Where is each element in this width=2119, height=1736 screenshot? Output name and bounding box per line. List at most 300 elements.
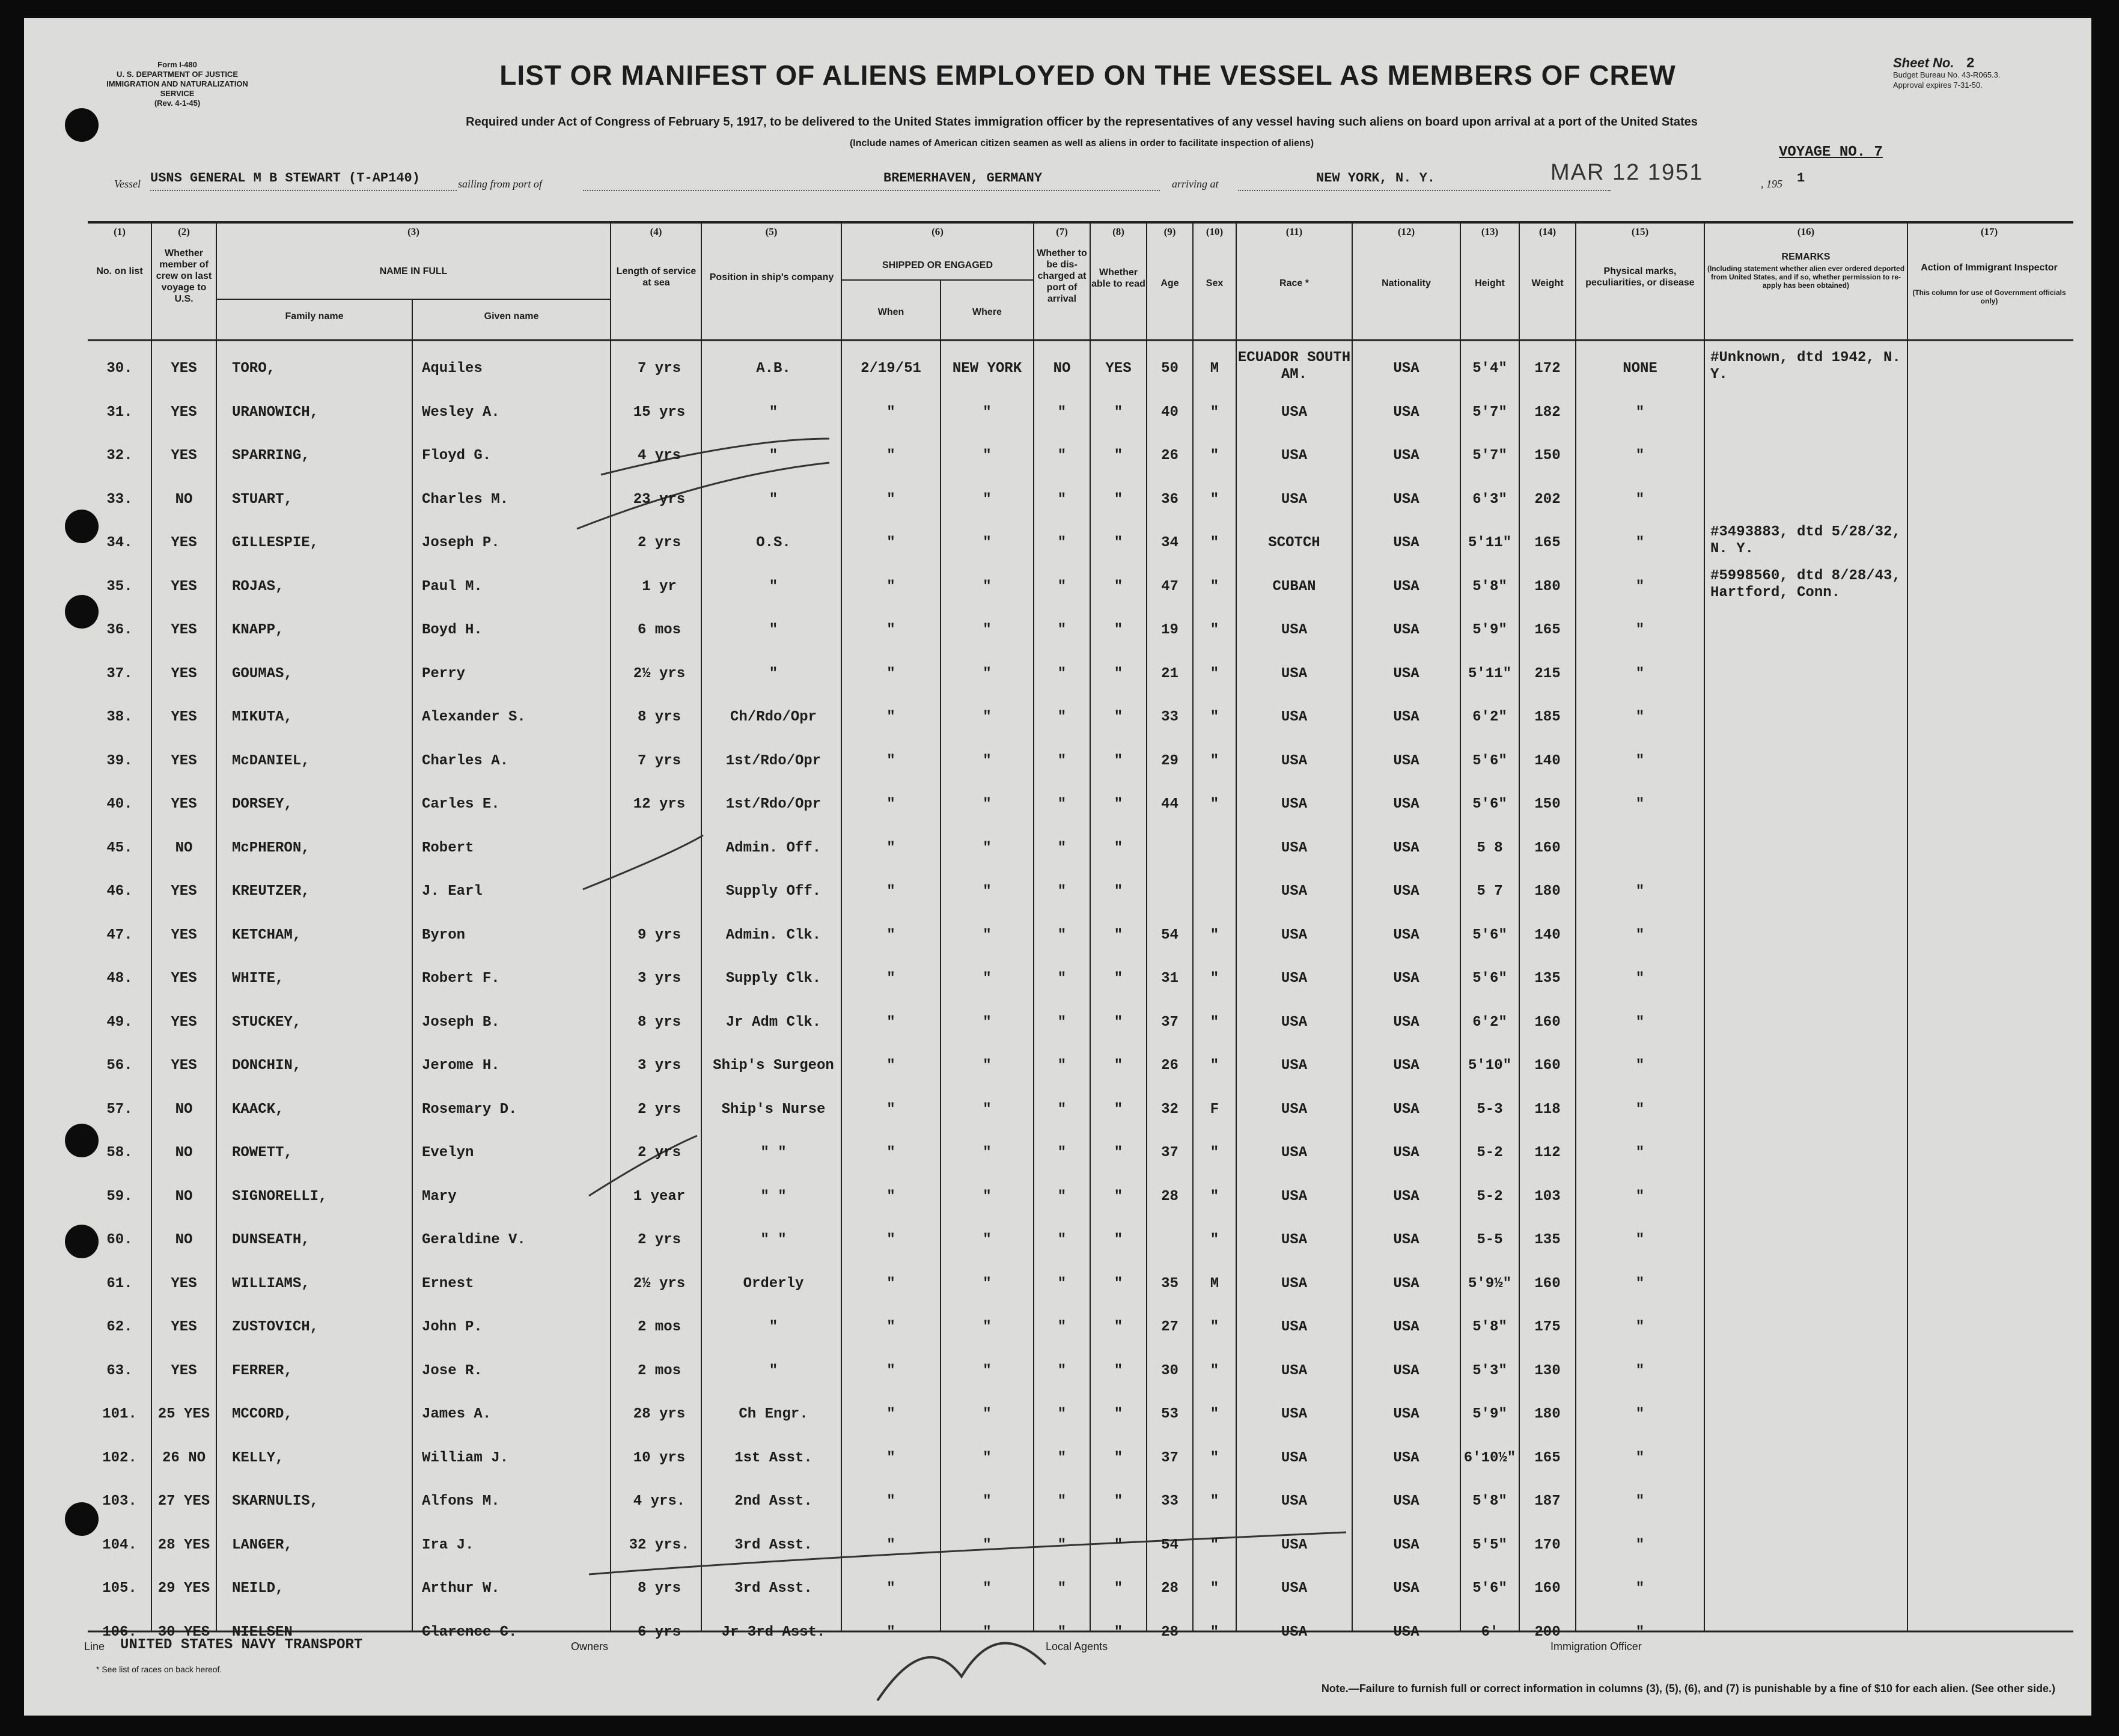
shipped-when: ": [886, 535, 895, 551]
height: 5 7: [1477, 883, 1503, 900]
weight: 200: [1534, 1624, 1561, 1640]
row-number: 37.: [106, 665, 133, 682]
shipped-where: ": [983, 927, 992, 943]
race: USA: [1281, 1145, 1308, 1161]
able-to-read: ": [1114, 752, 1123, 769]
sex: ": [1210, 709, 1219, 725]
age: 34: [1161, 535, 1178, 551]
physical-marks: ": [1635, 665, 1645, 682]
able-to-read: ": [1114, 1145, 1123, 1161]
shipped-when: ": [886, 491, 895, 508]
vessel-label: Vessel: [114, 178, 141, 190]
nationality: USA: [1393, 1493, 1419, 1509]
row-number: 45.: [106, 839, 133, 856]
discharged: ": [1057, 1449, 1067, 1466]
weight: 160: [1534, 1580, 1561, 1597]
col-num: (1): [114, 226, 126, 237]
prev-voyage: 28 YES: [157, 1537, 210, 1553]
sheet-label: Sheet No.: [1893, 55, 1954, 70]
position: Orderly: [743, 1275, 804, 1292]
service-length: 8 yrs: [637, 709, 681, 725]
nationality: USA: [1393, 622, 1419, 638]
race: USA: [1281, 1101, 1308, 1118]
nationality: USA: [1393, 1058, 1419, 1074]
nationality: USA: [1393, 491, 1419, 508]
height: 5'11": [1468, 535, 1511, 551]
position: ": [769, 622, 778, 638]
table-row: [88, 391, 2071, 434]
weight: 160: [1534, 1014, 1561, 1031]
shipped-when: ": [886, 709, 895, 725]
race: USA: [1281, 448, 1308, 464]
age: 33: [1161, 1493, 1178, 1509]
nationality: USA: [1393, 404, 1419, 421]
prev-voyage: 29 YES: [157, 1580, 210, 1597]
discharged: ": [1057, 1493, 1067, 1509]
weight: 180: [1534, 578, 1561, 595]
discharged: ": [1057, 1537, 1067, 1553]
budget-bureau: Budget Bureau No. 43-R065.3.: [1893, 70, 2001, 79]
age: 32: [1161, 1101, 1178, 1118]
service-length: 28 yrs: [633, 1406, 686, 1422]
header-family-name: Family name: [285, 311, 344, 321]
weight: 118: [1534, 1101, 1561, 1118]
height: 6': [1481, 1624, 1499, 1640]
race: USA: [1281, 1362, 1308, 1379]
age: 50: [1161, 361, 1178, 377]
given-name: Ira J.: [422, 1537, 474, 1553]
position: Admin. Off.: [725, 839, 822, 856]
row-number: 32.: [106, 448, 133, 464]
footer: [84, 1637, 2079, 1713]
col-num: (11): [1285, 226, 1303, 237]
weight: 185: [1534, 709, 1561, 725]
age: 26: [1161, 448, 1178, 464]
height: 5'6": [1472, 1580, 1507, 1597]
shipped-where: ": [983, 1014, 992, 1031]
height: 5-2: [1477, 1188, 1503, 1205]
race: USA: [1281, 1449, 1308, 1466]
row-number: 101.: [102, 1406, 137, 1422]
shipped-where: ": [983, 491, 992, 508]
age: 47: [1161, 578, 1178, 595]
weight: 187: [1534, 1493, 1561, 1509]
able-to-read: ": [1114, 578, 1123, 595]
given-name: Ernest: [422, 1275, 474, 1292]
physical-marks: ": [1635, 578, 1645, 595]
discharged: ": [1057, 1101, 1067, 1118]
table-row: [88, 1480, 2071, 1523]
race: USA: [1281, 1275, 1308, 1292]
position: " ": [760, 1232, 787, 1248]
shipped-where: ": [983, 404, 992, 421]
shipped-where: ": [983, 1362, 992, 1379]
shipped-where: ": [983, 622, 992, 638]
discharged: ": [1057, 1145, 1067, 1161]
given-name: Carles E.: [422, 796, 500, 812]
header-remarks-sub: (Including statement whether alien ever ordered deported from United States, and if so, whether permission to re-apply has been obtained): [1707, 264, 1905, 290]
shipped-when: ": [886, 1449, 895, 1466]
age: 29: [1161, 752, 1178, 769]
prev-voyage: 30 YES: [157, 1624, 210, 1640]
family-name: SKARNULIS,: [232, 1493, 319, 1509]
shipped-when: ": [886, 665, 895, 682]
shipped-when: ": [886, 578, 895, 595]
header-when: When: [877, 307, 904, 317]
position: Ch Engr.: [739, 1406, 808, 1422]
physical-marks: ": [1635, 1537, 1645, 1553]
sex: ": [1210, 796, 1219, 812]
shipped-where: ": [983, 665, 992, 682]
table-row: [88, 1044, 2071, 1088]
service-length: 2 yrs: [637, 1145, 681, 1161]
discharged: ": [1057, 1232, 1067, 1248]
col-num: (9): [1163, 226, 1176, 237]
age: 54: [1161, 1537, 1178, 1553]
race: USA: [1281, 839, 1308, 856]
position: ": [769, 1362, 778, 1379]
weight: 150: [1534, 796, 1561, 812]
age: 37: [1161, 1145, 1178, 1161]
shipped-where: NEW YORK: [952, 361, 1022, 377]
sex: ": [1210, 448, 1219, 464]
col-num: (7): [1056, 226, 1068, 237]
row-number: 63.: [106, 1362, 133, 1379]
physical-marks: ": [1635, 1058, 1645, 1074]
race: USA: [1281, 752, 1308, 769]
col-num: (8): [1112, 226, 1124, 237]
able-to-read: ": [1114, 970, 1123, 987]
weight: 135: [1534, 1232, 1561, 1248]
age: 19: [1161, 622, 1178, 638]
form-dept: U. S. DEPARTMENT OF JUSTICE: [117, 70, 238, 79]
row-number: 56.: [106, 1058, 133, 1074]
col-num: (16): [1797, 226, 1815, 237]
position: Ship's Nurse: [721, 1101, 826, 1118]
able-to-read: ": [1114, 448, 1123, 464]
race: USA: [1281, 1580, 1308, 1597]
service-length: 3 yrs: [637, 970, 681, 987]
age: 37: [1161, 1014, 1178, 1031]
table-row: [88, 1131, 2071, 1175]
shipped-when: ": [886, 927, 895, 943]
age: 54: [1161, 927, 1178, 943]
physical-marks: ": [1635, 1014, 1645, 1031]
able-to-read: ": [1114, 1101, 1123, 1118]
header-where: Where: [972, 307, 1002, 317]
physical-marks: ": [1635, 752, 1645, 769]
remarks: #3493883, dtd 5/28/32, N. Y.: [1710, 524, 1901, 557]
position: 2nd Asst.: [734, 1493, 813, 1509]
subnote: (Include names of American citizen seamen as well as aliens in order to facilitate inspection of aliens): [849, 138, 1314, 148]
nationality: USA: [1393, 970, 1419, 987]
table-row: [88, 347, 2071, 391]
col-num: (10): [1206, 226, 1224, 237]
weight: 130: [1534, 1362, 1561, 1379]
header-height: Height: [1475, 278, 1505, 288]
discharged: ": [1057, 752, 1067, 769]
table-row: [88, 914, 2071, 957]
race: USA: [1281, 883, 1308, 900]
row-number: 47.: [106, 927, 133, 943]
weight: 135: [1534, 970, 1561, 987]
family-name: DUNSEATH,: [232, 1232, 310, 1248]
service-length: 7 yrs: [637, 361, 681, 377]
sex: ": [1210, 1319, 1219, 1335]
row-number: 33.: [106, 491, 133, 508]
given-name: Rosemary D.: [422, 1101, 517, 1118]
family-name: KELLY,: [232, 1449, 284, 1466]
shipped-where: ": [983, 535, 992, 551]
weight: 182: [1534, 404, 1561, 421]
header-no-on-list: No. on list: [96, 266, 143, 276]
shipped-where: ": [983, 1275, 992, 1292]
family-name: ROJAS,: [232, 578, 284, 595]
row-number: 46.: [106, 883, 133, 900]
shipped-when: ": [886, 1406, 895, 1422]
sex: ": [1210, 752, 1219, 769]
sex: ": [1210, 1362, 1219, 1379]
col-num: (17): [1980, 226, 1998, 237]
header-read: Whether able to read: [1091, 267, 1145, 289]
able-to-read: ": [1114, 1624, 1123, 1640]
position: " ": [760, 1188, 787, 1205]
shipped-where: ": [983, 709, 992, 725]
race: USA: [1281, 665, 1308, 682]
service-length: 6 mos: [637, 622, 681, 638]
weight: 170: [1534, 1537, 1561, 1553]
discharged: ": [1057, 1406, 1067, 1422]
able-to-read: ": [1114, 1188, 1123, 1205]
family-name: SPARRING,: [232, 448, 310, 464]
position: 1st/Rdo/Opr: [725, 752, 822, 769]
race: USA: [1281, 709, 1308, 725]
table-row: [88, 1001, 2071, 1044]
height: 5'6": [1472, 796, 1507, 812]
prev-voyage: NO: [175, 839, 193, 856]
sex: ": [1210, 1493, 1219, 1509]
row-number: 31.: [106, 404, 133, 421]
race: USA: [1281, 1537, 1308, 1553]
shipped-when: ": [886, 1058, 895, 1074]
shipped-when: ": [886, 1188, 895, 1205]
position: Jr Adm Clk.: [725, 1014, 822, 1031]
family-name: ZUSTOVICH,: [232, 1319, 319, 1335]
family-name: GILLESPIE,: [232, 535, 319, 551]
race: USA: [1281, 404, 1308, 421]
remarks: #5998560, dtd 8/28/43, Hartford, Conn.: [1710, 567, 1901, 601]
age: 27: [1161, 1319, 1178, 1335]
prev-voyage: YES: [171, 927, 197, 943]
able-to-read: ": [1114, 404, 1123, 421]
height: 5'6": [1472, 752, 1507, 769]
family-name: KREUTZER,: [232, 883, 310, 900]
physical-marks: ": [1635, 1449, 1645, 1466]
given-name: Geraldine V.: [422, 1232, 526, 1248]
given-name: Aquiles: [422, 361, 483, 377]
family-name: DONCHIN,: [232, 1058, 302, 1074]
physical-marks: ": [1635, 1624, 1645, 1640]
family-name: MCCORD,: [232, 1406, 293, 1422]
position: A.B.: [756, 361, 791, 377]
header-inspector-sub: (This column for use of Government officials only): [1912, 288, 2066, 305]
discharged: ": [1057, 665, 1067, 682]
row-number: 59.: [106, 1188, 133, 1205]
shipped-where: ": [983, 752, 992, 769]
sex: ": [1210, 491, 1219, 508]
family-name: WHITE,: [232, 970, 284, 987]
given-name: Clarence C.: [422, 1624, 517, 1640]
sex: ": [1210, 927, 1219, 943]
height: 5'4": [1472, 361, 1507, 377]
prev-voyage: YES: [171, 404, 197, 421]
shipped-when: ": [886, 796, 895, 812]
able-to-read: ": [1114, 1014, 1123, 1031]
physical-marks: ": [1635, 491, 1645, 508]
discharged: NO: [1053, 361, 1071, 377]
row-number: 30.: [106, 361, 133, 377]
table-row: [88, 609, 2071, 652]
given-name: J. Earl: [422, 883, 483, 900]
row-number: 106.: [102, 1624, 137, 1640]
nationality: USA: [1393, 883, 1419, 900]
owners-label: Owners: [571, 1640, 609, 1652]
physical-marks: ": [1635, 622, 1645, 638]
table-row: [88, 1219, 2071, 1262]
year-value: 1: [1797, 171, 1805, 186]
family-name: STUCKEY,: [232, 1014, 302, 1031]
height: 6'10½": [1463, 1449, 1516, 1466]
shipped-when: ": [886, 970, 895, 987]
col-num: (13): [1481, 226, 1499, 237]
sheet-number: 2: [1966, 56, 1975, 72]
table-row: [88, 478, 2071, 522]
service-length: 1 yr: [642, 578, 677, 595]
header-race: Race *: [1279, 278, 1309, 288]
service-length: 7 yrs: [637, 752, 681, 769]
able-to-read: ": [1114, 535, 1123, 551]
age: 44: [1161, 796, 1178, 812]
shipped-where: ": [983, 448, 992, 464]
able-to-read: ": [1114, 1537, 1123, 1553]
row-number: 49.: [106, 1014, 133, 1031]
shipped-when: ": [886, 752, 895, 769]
header-physical-marks: Physical marks, peculiarities, or disease: [1585, 266, 1695, 288]
service-length: 3 yrs: [637, 1058, 681, 1074]
approval-expires: Approval expires 7-31-50.: [1893, 81, 1983, 90]
shipped-where: ": [983, 1145, 992, 1161]
position: ": [769, 491, 778, 508]
race: USA: [1281, 1188, 1308, 1205]
sex: ": [1210, 1145, 1219, 1161]
arriving-port: NEW YORK, N. Y.: [1316, 171, 1436, 186]
row-number: 103.: [102, 1493, 137, 1509]
prev-voyage: YES: [171, 1058, 197, 1074]
shipped-where: ": [983, 883, 992, 900]
prev-voyage: YES: [171, 1014, 197, 1031]
col-num: (6): [931, 226, 944, 237]
height: 5'3": [1472, 1362, 1507, 1379]
sex: M: [1210, 361, 1219, 377]
given-name: John P.: [422, 1319, 483, 1335]
table-row: [88, 522, 2071, 565]
prev-voyage: NO: [175, 1232, 193, 1248]
height: 5'6": [1472, 970, 1507, 987]
from-port: BREMERHAVEN, GERMANY: [883, 171, 1043, 186]
shipped-where: ": [983, 970, 992, 987]
prev-voyage: 27 YES: [157, 1493, 210, 1509]
prev-voyage: YES: [171, 883, 197, 900]
race: USA: [1281, 1624, 1308, 1640]
nationality: USA: [1393, 1275, 1419, 1292]
prev-voyage: YES: [171, 1275, 197, 1292]
discharged: ": [1057, 927, 1067, 943]
discharged: ": [1057, 1188, 1067, 1205]
races-note: * See list of races on back hereof.: [96, 1664, 222, 1674]
table-row: [88, 870, 2071, 913]
family-name: NIELSEN: [232, 1624, 293, 1640]
service-length: 32 yrs.: [629, 1537, 690, 1553]
row-number: 34.: [106, 535, 133, 551]
given-name: Joseph B.: [422, 1014, 500, 1031]
arriving-label: arriving at: [1172, 178, 1219, 190]
col-num: (12): [1397, 226, 1415, 237]
subtitle: Required under Act of Congress of February 5, 1917, to be delivered to the United States immigration officer by the representatives of any vessel having such aliens on board upon arrival at a port of the United States: [466, 115, 1698, 129]
weight: 160: [1534, 839, 1561, 856]
date-stamp: MAR 12 1951: [1550, 160, 1704, 185]
service-length: 15 yrs: [633, 404, 686, 421]
shipped-when: ": [886, 404, 895, 421]
table-row: [88, 1175, 2071, 1219]
sex: ": [1210, 1580, 1219, 1597]
service-length: 2 mos: [637, 1362, 681, 1379]
able-to-read: ": [1114, 839, 1123, 856]
voyage-number: VOYAGE NO. 7: [1779, 144, 1883, 160]
discharged: ": [1057, 1275, 1067, 1292]
physical-marks: ": [1635, 448, 1645, 464]
given-name: Arthur W.: [422, 1580, 500, 1597]
from-label: sailing from port of: [458, 178, 542, 190]
physical-marks: ": [1635, 1275, 1645, 1292]
height: 6'2": [1472, 709, 1507, 725]
row-number: 61.: [106, 1275, 133, 1292]
shipped-where: ": [983, 1580, 992, 1597]
table-row: [88, 434, 2071, 478]
service-length: 2½ yrs: [633, 1275, 686, 1292]
height: 5'9½": [1468, 1275, 1511, 1292]
remarks: #Unknown, dtd 1942, N. Y.: [1710, 350, 1901, 383]
discharged: ": [1057, 1319, 1067, 1335]
nationality: USA: [1393, 1232, 1419, 1248]
header-prev-voyage: Whether member of crew on last voyage to U.S.: [156, 248, 212, 304]
shipped-where: ": [983, 1101, 992, 1118]
given-name: William J.: [422, 1449, 509, 1466]
physical-marks: ": [1635, 535, 1645, 551]
table-row: [88, 565, 2071, 609]
nationality: USA: [1393, 796, 1419, 812]
header-nationality: Nationality: [1382, 278, 1431, 288]
service-length: 8 yrs: [637, 1580, 681, 1597]
race: USA: [1281, 1493, 1308, 1509]
race: ECUADOR SOUTH AM.: [1237, 350, 1351, 383]
able-to-read: YES: [1105, 361, 1132, 377]
given-name: Perry: [422, 665, 466, 682]
discharged: ": [1057, 1624, 1067, 1640]
nationality: USA: [1393, 1624, 1419, 1640]
position: ": [769, 404, 778, 421]
table-row: [88, 1350, 2071, 1393]
family-name: LANGER,: [232, 1537, 293, 1553]
